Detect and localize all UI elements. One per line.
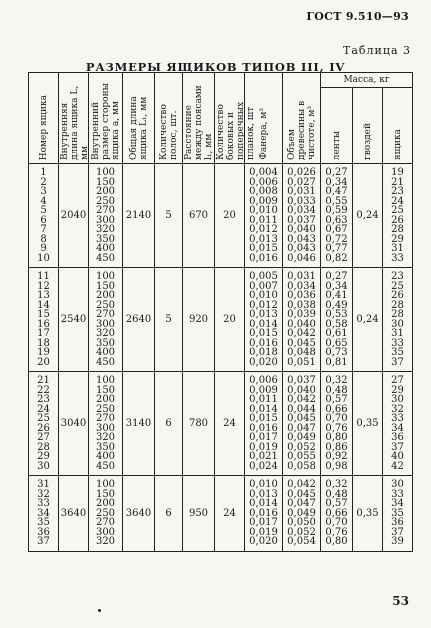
cell-value: 32 — [37, 488, 50, 500]
cell-value: 0,021 — [249, 451, 278, 462]
cell-value: 0,63 — [325, 214, 348, 226]
cell-nails-mass: 0,35 — [353, 476, 383, 552]
cell-shelf-count: 5 — [155, 268, 183, 372]
cell-value: 0,58 — [325, 318, 348, 330]
cell-value: 250 — [95, 299, 116, 311]
cell-value: 0,052 — [287, 526, 316, 538]
cell-value: 0,80 — [325, 536, 348, 547]
cell-value: 100 — [95, 479, 116, 490]
cell-value: 7 — [40, 224, 47, 235]
page-number: 53 — [392, 594, 409, 608]
cell-value: 26 — [391, 290, 404, 301]
cell-value: 250 — [95, 507, 116, 519]
cell-value: 0,040 — [287, 384, 316, 396]
cell-inner_side-list — [89, 268, 123, 372]
cell-value: 8 — [40, 233, 47, 245]
cell-value: 0,98 — [325, 460, 348, 472]
cell-value: 100 — [95, 271, 116, 282]
cell-value: 17 — [37, 328, 50, 339]
cell-value: 400 — [95, 243, 116, 254]
cell-value: 33 — [391, 488, 404, 500]
cell-value: 0,57 — [325, 394, 348, 405]
cell-value: 200 — [95, 186, 116, 197]
cell-value: 0,052 — [287, 441, 316, 453]
cell-tape-list — [321, 164, 353, 268]
cell-value: 35 — [391, 507, 404, 519]
cell-value: 0,014 — [249, 318, 278, 330]
cell-inner-length: 2540 — [59, 268, 89, 372]
cell-value: 24 — [37, 403, 50, 415]
cell-value: 0,054 — [287, 536, 316, 547]
cell-value: 37 — [391, 526, 404, 538]
cell-value: 0,046 — [287, 252, 316, 264]
cell-value: 270 — [95, 517, 116, 528]
cell-wood-list — [283, 268, 321, 372]
cell-value: 0,004 — [249, 167, 278, 178]
cell-value: 24 — [391, 195, 404, 207]
cell-value: 0,016 — [249, 507, 278, 519]
cell-value: 200 — [95, 290, 116, 301]
cell-value: 29 — [391, 233, 404, 245]
cell-value: 33 — [391, 252, 404, 264]
cell-value: 0,044 — [287, 403, 316, 415]
cell-value: 0,034 — [287, 280, 316, 292]
cell-value: 0,016 — [249, 422, 278, 434]
cell-value: 23 — [37, 394, 50, 405]
cell-value: 0,014 — [249, 403, 278, 415]
cell-side-count: 20 — [215, 164, 245, 268]
table-group-row — [29, 476, 413, 552]
cell-wood-list — [283, 476, 321, 552]
cell-value: 0,66 — [325, 403, 348, 415]
cell-value: 9 — [40, 243, 47, 254]
cell-value: 350 — [95, 337, 116, 349]
cell-value: 0,011 — [249, 214, 278, 226]
col-header-total-length: Общая длина ящика L₁, мм — [123, 73, 155, 164]
cell-plywood-list — [245, 164, 283, 268]
cell-value: 450 — [95, 460, 116, 472]
cell-value: 400 — [95, 347, 116, 358]
cell-value: 450 — [95, 356, 116, 368]
cell-value: 31 — [391, 328, 404, 339]
cell-inner_side-list — [89, 372, 123, 476]
cell-value: 350 — [95, 233, 116, 245]
cell-shelf-count: 5 — [155, 164, 183, 268]
cell-plywood-list — [245, 268, 283, 372]
cell-value: 0,045 — [287, 488, 316, 500]
cell-value: 33 — [391, 413, 404, 424]
cell-value: 0,024 — [249, 460, 278, 472]
cell-value: 0,016 — [249, 337, 278, 349]
cell-value: 42 — [391, 460, 404, 472]
cell-value: 0,27 — [325, 271, 348, 282]
cell-value: 12 — [37, 280, 50, 292]
cell-value: 0,036 — [287, 290, 316, 301]
cell-value: 0,050 — [287, 517, 316, 528]
cell-shelf-count: 6 — [155, 476, 183, 552]
cell-value: 28 — [37, 441, 50, 453]
cell-value: 0,006 — [249, 375, 278, 386]
cell-value: 0,27 — [325, 167, 348, 178]
cell-value: 350 — [95, 441, 116, 453]
cell-value: 0,009 — [249, 195, 278, 207]
cell-value: 25 — [37, 413, 50, 424]
cell-value: 0,020 — [249, 536, 278, 547]
col-header-wood-volume: Объем древесины в чистоте, м³ — [283, 73, 321, 164]
cell-value: 0,70 — [325, 413, 348, 424]
cell-value: 0,010 — [249, 205, 278, 216]
cell-value: 27 — [391, 375, 404, 386]
cell-value: 0,039 — [287, 309, 316, 320]
cell-tape-list — [321, 372, 353, 476]
col-header-distance: Расстояние между поясами l₁, мм — [183, 73, 215, 164]
cell-value: 0,031 — [287, 186, 316, 197]
cell-value: 30 — [391, 479, 404, 490]
cell-value: 300 — [95, 318, 116, 330]
cell-value: 0,019 — [249, 526, 278, 538]
cell-value: 0,037 — [287, 375, 316, 386]
cell-value: 1 — [40, 167, 47, 178]
cell-value: 36 — [391, 517, 404, 528]
cell-value: 0,32 — [325, 479, 348, 490]
cell-total-length: 2640 — [123, 268, 155, 372]
cell-value: 0,012 — [249, 299, 278, 311]
cell-value: 33 — [391, 337, 404, 349]
cell-value: 0,48 — [325, 384, 348, 396]
cell-distance: 950 — [183, 476, 215, 552]
cell-value: 300 — [95, 422, 116, 434]
cell-value: 28 — [391, 309, 404, 320]
cell-value: 28 — [391, 224, 404, 235]
cell-total-length: 3640 — [123, 476, 155, 552]
cell-value: 0,013 — [249, 309, 278, 320]
cell-value: 30 — [37, 460, 50, 472]
cell-value: 35 — [37, 517, 50, 528]
cell-tape-list — [321, 476, 353, 552]
cell-value: 3 — [40, 186, 47, 197]
cell-total-length: 3140 — [123, 372, 155, 476]
cell-box-list — [383, 476, 413, 552]
cell-total-length: 2140 — [123, 164, 155, 268]
cell-value: 36 — [37, 526, 50, 538]
cell-value: 27 — [37, 432, 50, 443]
cell-inner_side-list — [89, 164, 123, 268]
table-label: Таблица 3 — [343, 44, 411, 57]
cell-value: 16 — [37, 318, 50, 330]
cell-distance: 670 — [183, 164, 215, 268]
cell-value: 30 — [391, 394, 404, 405]
cell-value: 0,61 — [325, 328, 348, 339]
cell-value: 4 — [40, 195, 47, 207]
cell-value: 0,48 — [325, 488, 348, 500]
cell-value: 100 — [95, 375, 116, 386]
cell-value: 150 — [95, 488, 116, 500]
cell-value: 0,040 — [287, 318, 316, 330]
cell-value: 30 — [391, 318, 404, 330]
cell-value: 2 — [40, 176, 47, 188]
cell-value: 0,015 — [249, 413, 278, 424]
cell-value: 23 — [391, 271, 404, 282]
cell-nums-list — [29, 268, 59, 372]
cell-side-count: 24 — [215, 372, 245, 476]
cell-box-list — [383, 268, 413, 372]
col-header-shelf-count: Количество полос, шт. — [155, 73, 183, 164]
cell-nums-list — [29, 476, 59, 552]
col-header-side-count: Количество боковых и поперечных планок, шт — [215, 73, 245, 164]
cell-value: 0,015 — [249, 328, 278, 339]
col-header-mass: Масса, кг — [321, 73, 413, 88]
cell-value: 37 — [37, 536, 50, 547]
cell-value: 21 — [37, 375, 50, 386]
cell-value: 25 — [391, 280, 404, 292]
cell-value: 0,043 — [287, 243, 316, 254]
cell-value: 0,53 — [325, 309, 348, 320]
cell-value: 100 — [95, 167, 116, 178]
cell-value: 0,010 — [249, 479, 278, 490]
cell-value: 0,017 — [249, 432, 278, 443]
cell-shelf-count: 6 — [155, 372, 183, 476]
cell-value: 0,042 — [287, 479, 316, 490]
cell-value: 33 — [37, 498, 50, 509]
cell-value: 0,020 — [249, 356, 278, 368]
cell-value: 0,049 — [287, 507, 316, 519]
cell-value: 0,012 — [249, 224, 278, 235]
cell-value: 20 — [37, 356, 50, 368]
cell-value: 22 — [37, 384, 50, 396]
cell-value: 0,019 — [249, 441, 278, 453]
cell-tape-list — [321, 268, 353, 372]
col-header-inner-side: Внутренний размер стороны ящика a, мм — [89, 73, 123, 164]
cell-value: 0,051 — [287, 356, 316, 368]
cell-value: 300 — [95, 214, 116, 226]
cell-value: 0,76 — [325, 526, 348, 538]
cell-value: 0,66 — [325, 507, 348, 519]
cell-value: 19 — [391, 167, 404, 178]
cell-value: 0,77 — [325, 243, 348, 254]
cell-value: 0,34 — [325, 280, 348, 292]
cell-value: 0,82 — [325, 252, 348, 264]
cell-value: 10 — [37, 252, 50, 264]
cell-value: 0,007 — [249, 280, 278, 292]
cell-value: 0,006 — [249, 176, 278, 188]
cell-value: 150 — [95, 280, 116, 292]
cell-value: 0,015 — [249, 243, 278, 254]
cell-plywood-list — [245, 476, 283, 552]
cell-value: 0,010 — [249, 290, 278, 301]
cell-value: 0,80 — [325, 432, 348, 443]
cell-value: 250 — [95, 195, 116, 207]
cell-value: 0,009 — [249, 384, 278, 396]
cell-nails-mass: 0,24 — [353, 164, 383, 268]
cell-value: 320 — [95, 432, 116, 443]
cell-value: 29 — [391, 384, 404, 396]
cell-inner_side-list — [89, 476, 123, 552]
cell-value: 36 — [391, 432, 404, 443]
cell-nums-list — [29, 164, 59, 268]
cell-value: 450 — [95, 252, 116, 264]
cell-value: 0,72 — [325, 233, 348, 245]
cell-value: 0,040 — [287, 224, 316, 235]
cell-value: 0,048 — [287, 347, 316, 358]
col-header-mass-nails: гвоздей — [353, 88, 383, 164]
cell-value: 31 — [37, 479, 50, 490]
cell-value: 0,047 — [287, 422, 316, 434]
table-title: РАЗМЕРЫ ЯЩИКОВ ТИПОВ III, IV — [85, 60, 346, 74]
cell-value: 150 — [95, 384, 116, 396]
cell-value: 320 — [95, 536, 116, 547]
cell-value: 250 — [95, 403, 116, 415]
cell-value: 0,013 — [249, 233, 278, 245]
cell-value: 270 — [95, 309, 116, 320]
cell-value: 0,76 — [325, 422, 348, 434]
table-group-row — [29, 268, 413, 372]
cell-value: 11 — [37, 271, 50, 282]
cell-nails-mass: 0,24 — [353, 268, 383, 372]
cell-box-list — [383, 164, 413, 268]
cell-value: 37 — [391, 356, 404, 368]
cell-value: 19 — [37, 347, 50, 358]
cell-value: 28 — [391, 299, 404, 311]
cell-value: 300 — [95, 526, 116, 538]
cell-value: 0,042 — [287, 394, 316, 405]
cell-box-list — [383, 372, 413, 476]
cell-value: 0,033 — [287, 195, 316, 207]
cell-value: 32 — [391, 403, 404, 415]
cell-value: 0,011 — [249, 394, 278, 405]
cell-value: 320 — [95, 328, 116, 339]
cell-value: 400 — [95, 451, 116, 462]
cell-value: 0,59 — [325, 205, 348, 216]
cell-value: 15 — [37, 309, 50, 320]
cell-value: 150 — [95, 176, 116, 188]
cell-value: 6 — [40, 214, 47, 226]
cell-value: 0,34 — [325, 176, 348, 188]
cell-distance: 920 — [183, 268, 215, 372]
cell-value: 0,037 — [287, 214, 316, 226]
cell-value: 0,92 — [325, 451, 348, 462]
cell-value: 21 — [391, 176, 404, 188]
cell-value: 0,41 — [325, 290, 348, 301]
cell-value: 270 — [95, 205, 116, 216]
cell-inner-length: 3040 — [59, 372, 89, 476]
cell-value: 0,70 — [325, 517, 348, 528]
cell-value: 200 — [95, 394, 116, 405]
cell-value: 0,67 — [325, 224, 348, 235]
cell-distance: 780 — [183, 372, 215, 476]
cell-value: 0,57 — [325, 498, 348, 509]
cell-value: 0,045 — [287, 413, 316, 424]
cell-value: 0,043 — [287, 233, 316, 245]
cell-value: 0,005 — [249, 271, 278, 282]
cell-wood-list — [283, 372, 321, 476]
cell-value: 0,018 — [249, 347, 278, 358]
cell-value: 0,058 — [287, 460, 316, 472]
cell-value: 0,047 — [287, 498, 316, 509]
cell-value: 0,49 — [325, 299, 348, 311]
col-header-mass-box: ящика — [383, 88, 413, 164]
cell-value: 0,038 — [287, 299, 316, 311]
cell-value: 13 — [37, 290, 50, 301]
cell-value: 0,73 — [325, 347, 348, 358]
cell-value: 0,027 — [287, 176, 316, 188]
cell-value: 270 — [95, 413, 116, 424]
cell-value: 0,026 — [287, 167, 316, 178]
cell-value: 0,016 — [249, 252, 278, 264]
cell-value: 34 — [391, 498, 404, 509]
box-sizes-table — [28, 72, 413, 552]
cell-plywood-list — [245, 372, 283, 476]
cell-value: 0,055 — [287, 451, 316, 462]
document-code: ГОСТ 9.510—93 — [306, 10, 409, 23]
cell-side-count: 24 — [215, 476, 245, 552]
cell-value: 0,031 — [287, 271, 316, 282]
col-header-plywood: Фанера, м³ — [245, 73, 283, 164]
cell-value: 0,042 — [287, 328, 316, 339]
cell-value: 0,86 — [325, 441, 348, 453]
col-header-inner-length: Внутренняя длина ящика L, мм — [59, 73, 89, 164]
cell-value: 0,034 — [287, 205, 316, 216]
cell-value: 31 — [391, 243, 404, 254]
print-speck — [98, 609, 101, 612]
cell-value: 26 — [391, 214, 404, 226]
cell-inner-length: 3640 — [59, 476, 89, 552]
cell-value: 0,045 — [287, 337, 316, 349]
col-header-mass-tape: ленты — [321, 88, 353, 164]
cell-value: 23 — [391, 186, 404, 197]
cell-value: 0,32 — [325, 375, 348, 386]
cell-value: 26 — [37, 422, 50, 434]
cell-value: 0,008 — [249, 186, 278, 197]
cell-value: 0,049 — [287, 432, 316, 443]
cell-wood-list — [283, 164, 321, 268]
cell-inner-length: 2040 — [59, 164, 89, 268]
table-group-row — [29, 164, 413, 268]
table-group-row — [29, 372, 413, 476]
cell-value: 0,017 — [249, 517, 278, 528]
cell-value: 14 — [37, 299, 50, 311]
col-header-num: Номер ящика — [29, 73, 59, 164]
cell-value: 37 — [391, 441, 404, 453]
cell-value: 0,47 — [325, 186, 348, 197]
cell-value: 18 — [37, 337, 50, 349]
cell-value: 0,014 — [249, 498, 278, 509]
cell-value: 0,81 — [325, 356, 348, 368]
cell-value: 200 — [95, 498, 116, 509]
cell-value: 40 — [391, 451, 404, 462]
cell-value: 35 — [391, 347, 404, 358]
cell-side-count: 20 — [215, 268, 245, 372]
cell-value: 5 — [40, 205, 47, 216]
cell-value: 29 — [37, 451, 50, 462]
cell-value: 0,65 — [325, 337, 348, 349]
cell-value: 39 — [391, 536, 404, 547]
cell-value: 320 — [95, 224, 116, 235]
cell-value: 0,013 — [249, 488, 278, 500]
cell-value: 0,55 — [325, 195, 348, 207]
cell-nums-list — [29, 372, 59, 476]
cell-nails-mass: 0,35 — [353, 372, 383, 476]
cell-value: 25 — [391, 205, 404, 216]
cell-value: 34 — [37, 507, 50, 519]
cell-value: 34 — [391, 422, 404, 434]
